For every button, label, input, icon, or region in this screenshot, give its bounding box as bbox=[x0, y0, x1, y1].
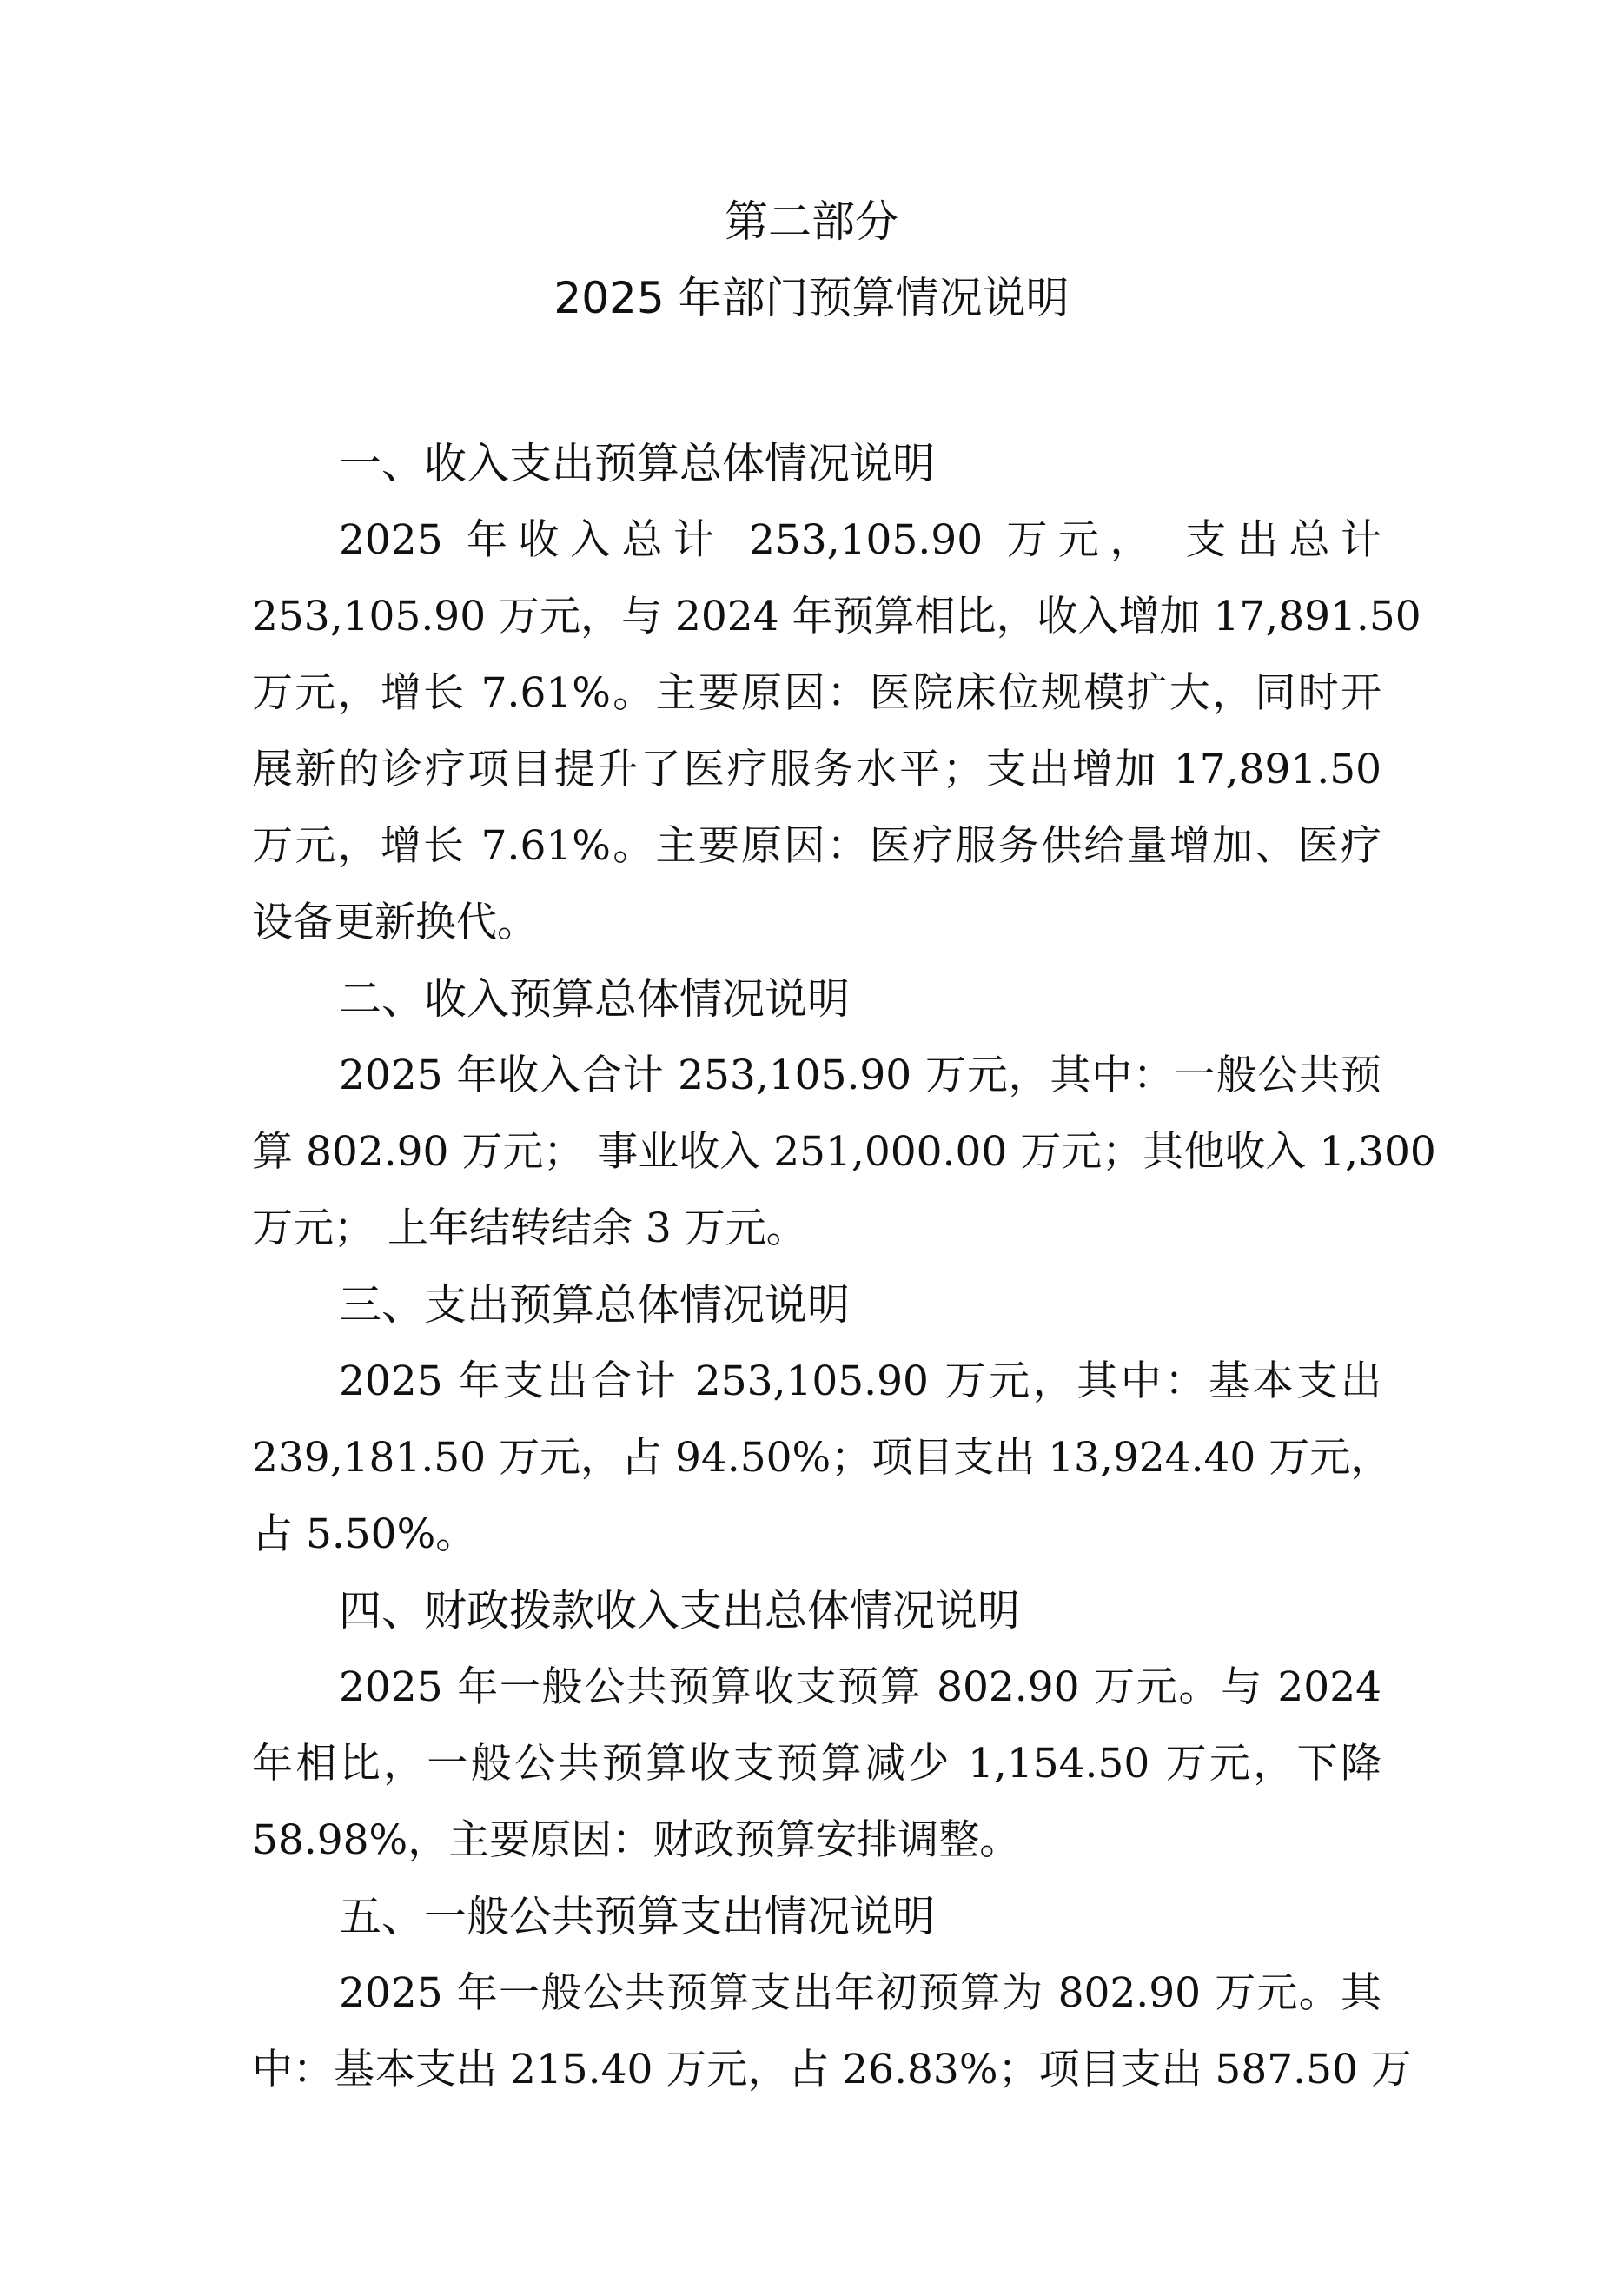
section-heading: 五、一般公共预算支出情况说明 bbox=[339, 1892, 936, 1941]
paragraph-line: 2025 年一般公共预算支出年初预算为 802.90 万元。其 bbox=[339, 1969, 1381, 2017]
section-income-overview bbox=[252, 961, 1436, 1267]
paragraph-line: 2025 年收入合计 253,105.90 万元，其中：一般公共预 bbox=[339, 1052, 1381, 1099]
paragraph-line: 2025 年一般公共预算收支预算 802.90 万元。与 2024 bbox=[339, 1663, 1381, 1711]
document-title: 2025 年部门预算情况说明 bbox=[553, 273, 1070, 323]
paragraph-line: 2025 年收入总计 253,105.90 万元， 支出总计 bbox=[339, 516, 1381, 564]
section-general-public-budget-expenditure bbox=[252, 1879, 1412, 2108]
paragraph-line: 万元； 上年结转结余 3 万元。 bbox=[252, 1204, 807, 1252]
paragraph-line: 万元，增长 7.61%。主要原因：医疗服务供给量增加、医疗 bbox=[252, 822, 1381, 870]
section-fiscal-appropriation-overview bbox=[252, 1573, 1381, 1879]
document-body bbox=[252, 426, 1436, 2108]
section-heading: 一、收入支出预算总体情况说明 bbox=[339, 439, 936, 488]
paragraph-line: 中：基本支出 215.40 万元，占 26.83%；项目支出 587.50 万 bbox=[252, 2046, 1412, 2094]
section-heading: 二、收入预算总体情况说明 bbox=[339, 974, 851, 1024]
section-income-expenditure-overview bbox=[252, 426, 1421, 961]
paragraph-line: 239,181.50 万元，占 94.50%；项目支出 13,924.40 万元， bbox=[252, 1434, 1392, 1482]
part-title: 第二部分 bbox=[725, 196, 898, 247]
paragraph-line: 展新的诊疗项目提升了医疗服务水平；支出增加 17,891.50 bbox=[252, 746, 1381, 793]
paragraph-line: 算 802.90 万元； 事业收入 251,000.00 万元；其他收入 1,300 bbox=[252, 1128, 1436, 1176]
paragraph-line: 253,105.90 万元，与 2024 年预算相比，收入增加 17,891.50 bbox=[252, 593, 1421, 640]
paragraph-line: 设备更新换代。 bbox=[252, 899, 538, 946]
paragraph-line: 占 5.50%。 bbox=[252, 1510, 477, 1558]
section-heading: 四、财政拨款收入支出总体情况说明 bbox=[339, 1586, 1021, 1636]
paragraph-line: 2025 年支出合计 253,105.90 万元，其中：基本支出 bbox=[339, 1357, 1381, 1405]
paragraph-line: 58.98%，主要原因：财政预算安排调整。 bbox=[252, 1816, 1021, 1864]
paragraph-line: 万元，增长 7.61%。主要原因：医院床位规模扩大，同时开 bbox=[252, 669, 1381, 717]
section-heading: 三、支出预算总体情况说明 bbox=[339, 1280, 851, 1330]
paragraph-line: 年相比，一般公共预算收支预算减少 1,154.50 万元，下降 bbox=[252, 1740, 1381, 1788]
section-expenditure-overview bbox=[252, 1267, 1392, 1573]
